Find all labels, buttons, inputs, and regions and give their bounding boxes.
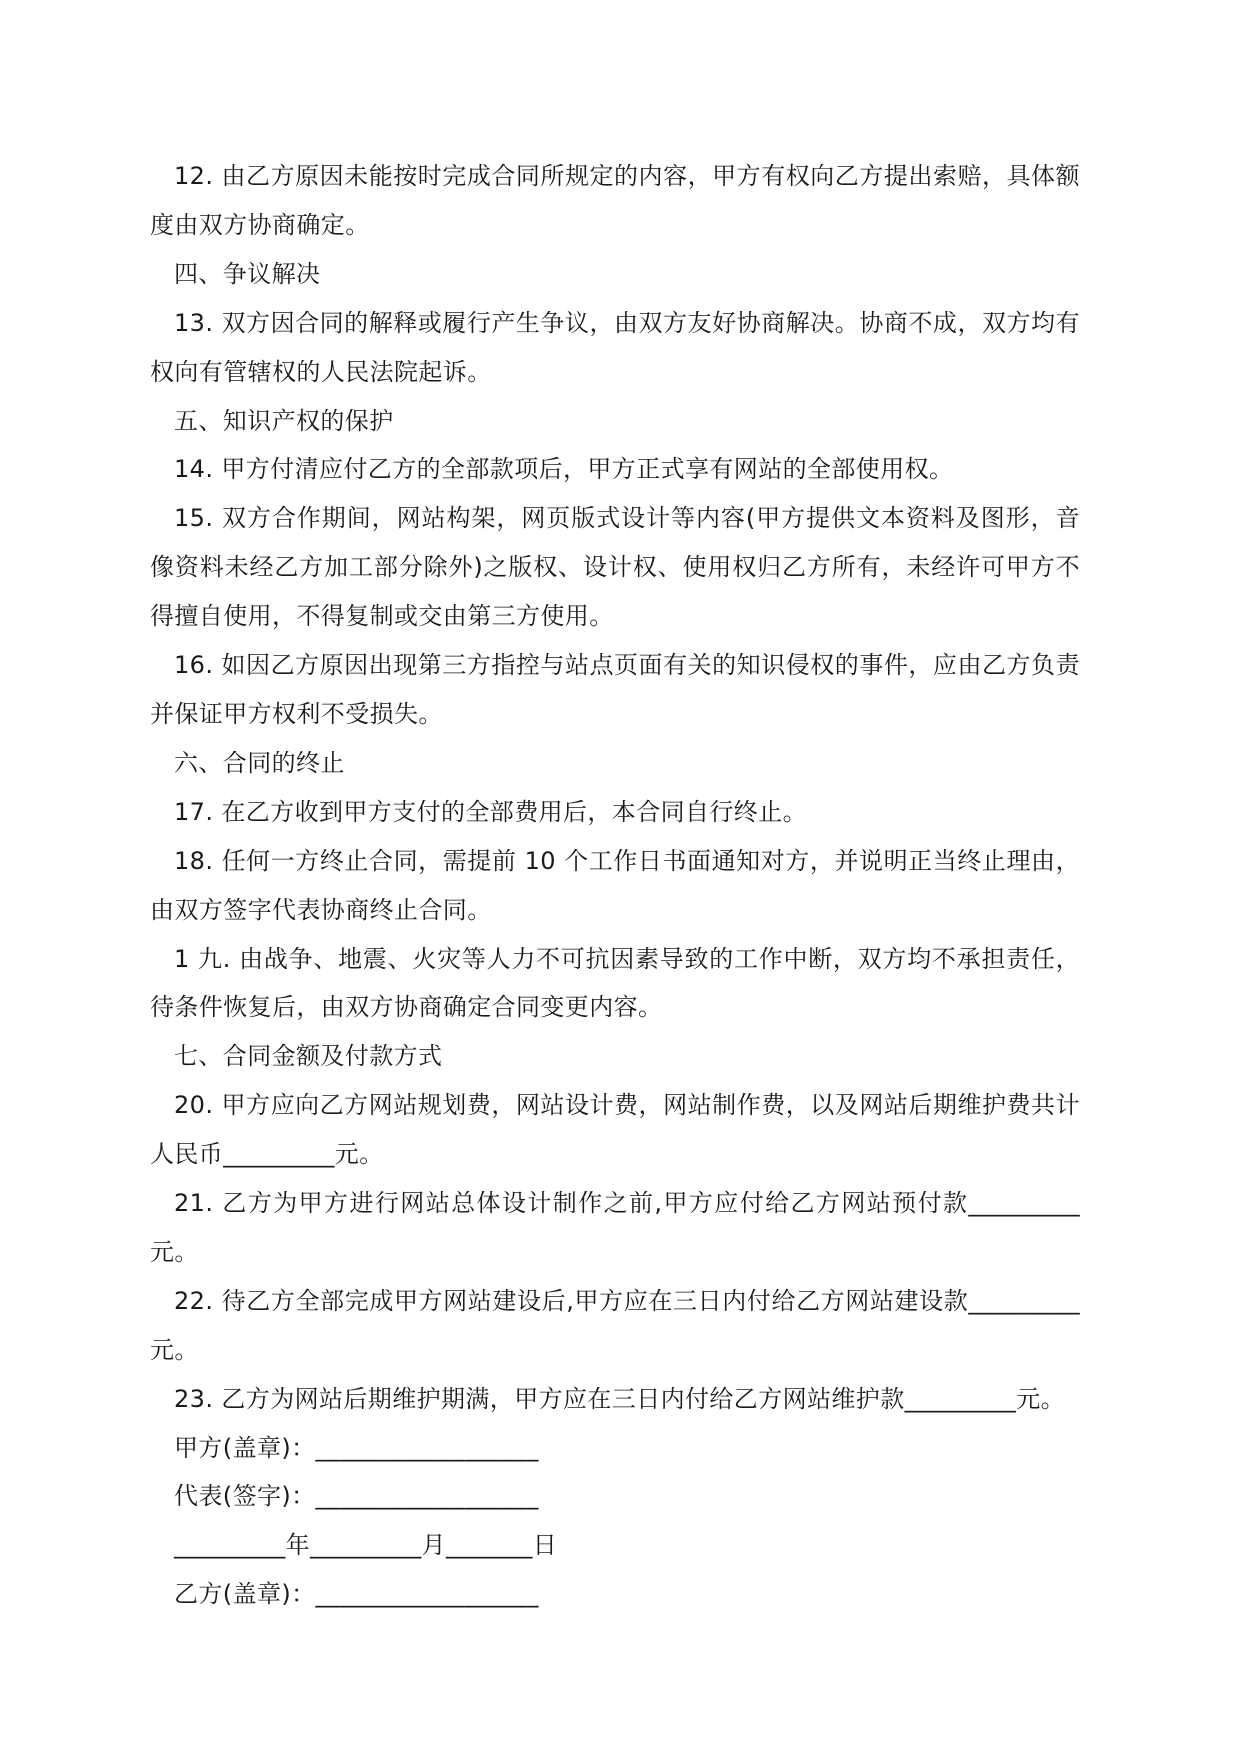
representative-signature-line: 代表(签字)：__________________	[174, 1482, 539, 1511]
clause-22: 22. 待乙方全部完成甲方网站建设后,甲方应在三日内付给乙方网站建设款_________元。	[150, 1286, 1080, 1364]
clause-17: 17. 在乙方收到甲方支付的全部费用后，本合同自行终止。	[174, 797, 807, 826]
clause-16: 16. 如因乙方原因出现第三方指控与站点页面有关的知识侵权的事件，应由乙方负责并保证甲方权利不受损失。	[150, 651, 1080, 728]
section-4-heading: 四、争议解决	[174, 259, 321, 288]
clause-13: 13. 双方因合同的解释或履行产生争议，由双方友好协商解决。协商不成，双方均有权向有管辖权的人民法院起诉。	[150, 308, 1080, 386]
section-5-heading: 五、知识产权的保护	[174, 406, 394, 435]
clause-15: 15. 双方合作期间，网站构架，网页版式设计等内容(甲方提供文本资料及图形，音像资料未经乙方加工部分除外)之版权、设计权、使用权归乙方所有，未经许可甲方不得擅自使用，不得复制或交由第三方使用。	[150, 504, 1080, 631]
section-7-heading: 七、合同金额及付款方式	[174, 1042, 443, 1071]
document-body	[150, 152, 1080, 1619]
clause-18: 18. 任何一方终止合同，需提前 10 个工作日书面通知对方，并说明正当终止理由，由双方签字代表协商终止合同。	[150, 846, 1080, 924]
clause-14: 14. 甲方付清应付乙方的全部款项后，甲方正式享有网站的全部使用权。	[174, 455, 954, 484]
date-line: _________年_________月_______日	[174, 1531, 558, 1560]
party-a-seal-line: 甲方(盖章)：__________________	[174, 1433, 539, 1462]
clause-19: 1 九. 由战争、地震、火灾等人力不可抗因素导致的工作中断，双方均不承担责任，待条件恢复后，由双方协商确定合同变更内容。	[150, 944, 1080, 1022]
clause-12: 12. 由乙方原因未能按时完成合同所规定的内容，甲方有权向乙方提出索赔，具体额度由双方协商确定。	[150, 162, 1080, 239]
clause-20: 20. 甲方应向乙方网站规划费，网站设计费，网站制作费，以及网站后期维护费共计人民币_________元。	[150, 1091, 1080, 1169]
clause-21: 21. 乙方为甲方进行网站总体设计制作之前,甲方应付给乙方网站预付款_________元。	[150, 1189, 1080, 1266]
clause-23: 23. 乙方为网站后期维护期满，甲方应在三日内付给乙方网站维护款_________元。	[174, 1384, 1065, 1413]
party-b-seal-line: 乙方(盖章)：__________________	[174, 1580, 539, 1609]
section-6-heading: 六、合同的终止	[174, 748, 345, 777]
